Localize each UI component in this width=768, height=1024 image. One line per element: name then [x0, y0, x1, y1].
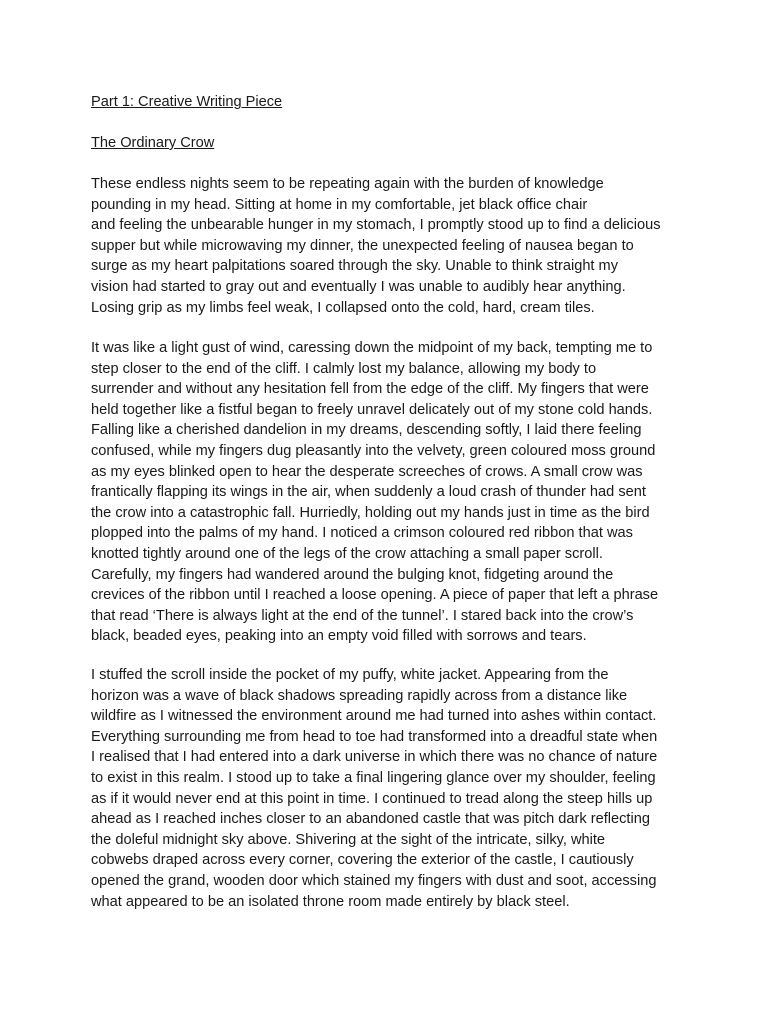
text-line: what appeared to be an isolated throne room made entirely by black steel.: [91, 893, 570, 910]
text-line: that read ‘There is always light at the end of the tunnel’. I stared back into the crow’s: [91, 607, 634, 624]
text-line: step closer to the end of the cliff. I calmly lost my balance, allowing my body to: [91, 360, 597, 377]
story-title: The Ordinary Crow: [91, 135, 215, 151]
text-line: confused, while my fingers dug pleasantly into the velvety, green coloured moss ground: [91, 442, 656, 459]
text-line: I stuffed the scroll inside the pocket of my puffy, white jacket. Appearing from the: [91, 667, 609, 683]
text-line: pounding in my head. Sitting at home in my comfortable, jet black office chair: [91, 196, 588, 213]
text-line: Carefully, my fingers had wandered around the bulging knot, fidgeting around the: [91, 566, 614, 583]
text-line: the crow into a catastrophic fall. Hurriedly, holding out my hands just in time as the bird: [91, 504, 650, 521]
text-line: surge as my heart palpitations soared through the sky. Unable to think straight my: [91, 258, 618, 275]
paragraph-2: [91, 338, 711, 647]
text-line: These endless nights seem to be repeating again with the burden of knowledge: [91, 176, 604, 192]
text-line: Falling like a cherished dandelion in my dreams, descending softly, I laid there feeling: [91, 422, 642, 439]
text-line: plopped into the palms of my hand. I noticed a crimson coloured red ribbon that was: [91, 525, 633, 542]
text-line: vision had started to gray out and eventually I was unable to audibly hear anything.: [91, 278, 626, 295]
paragraph-1: [91, 174, 711, 318]
text-line: as my eyes blinked open to hear the desperate screeches of crows. A small crow was: [91, 463, 643, 480]
text-line: horizon was a wave of black shadows spreading rapidly across from a distance like: [91, 687, 628, 704]
text-line: cobwebs draped across every corner, covering the exterior of the castle, I cautiously: [91, 852, 634, 869]
text-line: Losing grip as my limbs feel weak, I collapsed onto the cold, hard, cream tiles.: [91, 299, 595, 316]
text-line: and feeling the unbearable hunger in my stomach, I promptly stood up to find a delicious: [91, 217, 661, 234]
text-line: crevices of the ribbon until I reached a loose opening. A piece of paper that left a phrase: [91, 587, 659, 604]
text-line: opened the grand, wooden door which stained my fingers with dust and soot, accessing: [91, 872, 657, 889]
text-line: black, beaded eyes, peaking into an empty void filled with sorrows and tears.: [91, 628, 587, 645]
text-line: the doleful midnight sky above. Shivering at the sight of the intricate, silky, white: [91, 831, 606, 848]
text-line: Everything surrounding me from head to toe had transformed into a dreadful state when: [91, 728, 658, 745]
text-line: I realised that I had entered into a dark universe in which there was no chance of nature: [91, 749, 658, 766]
paragraph-3: [91, 665, 711, 912]
text-line: held together like a fistful began to freely unravel delicately out of my stone cold hands.: [91, 401, 653, 418]
text-line: to exist in this realm. I stood up to take a final lingering glance over my shoulder, feeling: [91, 769, 656, 786]
text-line: knotted tightly around one of the legs of the crow attaching a small paper scroll.: [91, 545, 603, 562]
text-line: surrender and without any hesitation fell from the edge of the cliff. My fingers that were: [91, 381, 649, 398]
text-line: wildfire as I witnessed the environment around me had turned into ashes within contact.: [91, 708, 657, 725]
text-line: It was like a light gust of wind, caressing down the midpoint of my back, tempting me to: [91, 340, 653, 356]
text-line: as if it would never end at this point in time. I continued to tread along the steep hills up: [91, 790, 653, 807]
text-line: supper but while microwaving my dinner, the unexpected feeling of nausea began to: [91, 237, 634, 254]
section-title: Part 1: Creative Writing Piece: [91, 94, 283, 110]
text-line: ahead as I reached inches closer to an abandoned castle that was pitch dark reflecting: [91, 811, 650, 828]
text-line: frantically flapping its wings in the air, when suddenly a loud crash of thunder had sent: [91, 484, 646, 501]
